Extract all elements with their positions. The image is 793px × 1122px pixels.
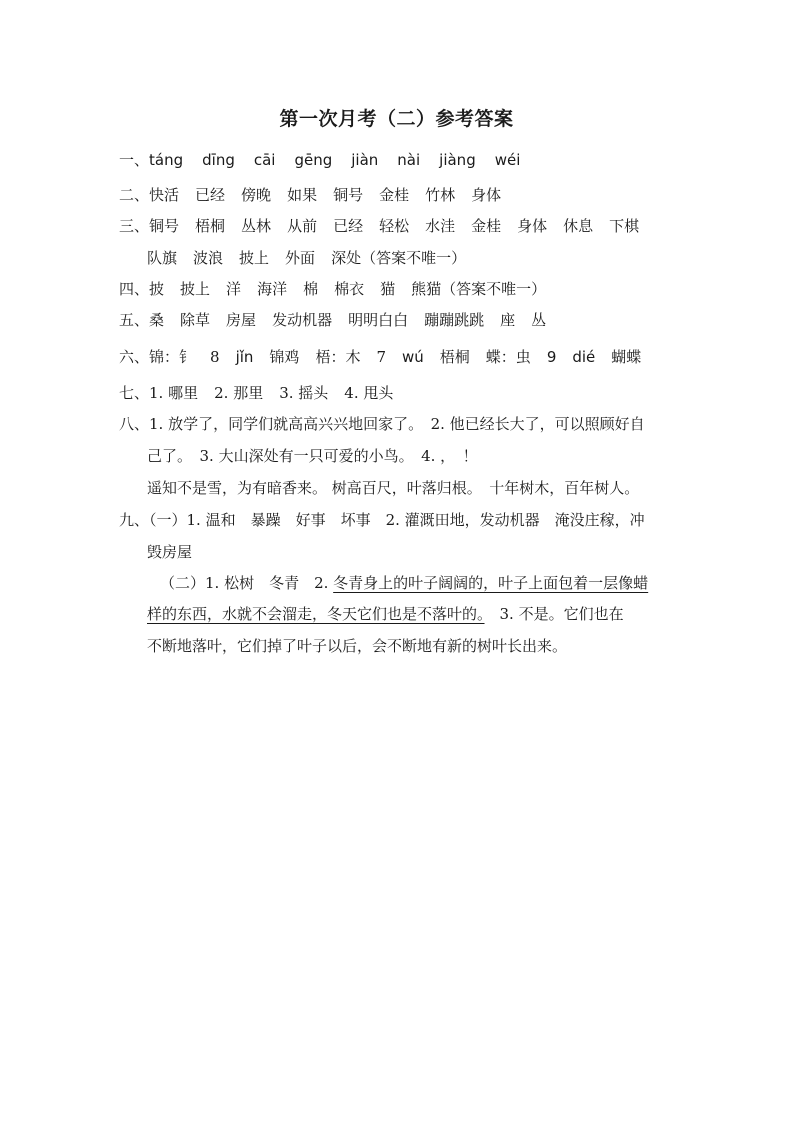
section-three-line1: 三、铜号 梧桐 丛林 从前 已经 轻松 水洼 金桂 身体 休息 下棋: [119, 217, 640, 235]
section-label: 一、: [119, 151, 150, 169]
section-five: 五、桑 除草 房屋 发动机器 明明白白 蹦蹦跳跳 座 丛: [119, 311, 547, 329]
underlined-answer: 样的东西，水就不会溜走，冬天它们也是不落叶的。: [147, 605, 485, 623]
section-eight-line3: 遥知不是雪，为有暗香来。 树高百尺，叶落归根。 十年树木，百年树人。: [147, 479, 640, 497]
section-eight-line1: 八、1. 放学了，同学们就高高兴兴地回家了。 2. 他已经长大了，可以照顾好自: [119, 415, 645, 433]
section-nine-line2: 毁房屋: [147, 543, 193, 561]
section-one: 一、táng dīng cāi gēng jiàn nài jiàng wéi: [119, 151, 521, 169]
page-title: 第一次月考（二）参考答案: [279, 108, 514, 130]
section-eight-line2: 己了。 3. 大山深处有一只可爱的小鸟。 4. ， ！: [147, 447, 478, 465]
section-seven: 七、1. 哪里 2. 那里 3. 摇头 4. 甩头: [119, 384, 394, 402]
section-three-line2: 队旗 波浪 披上 外面 深处（答案不唯一）: [147, 249, 467, 267]
underlined-answer: 冬青身上的叶子阔阔的，叶子上面包着一层像蜡: [333, 574, 649, 592]
section-two: 二、快活 已经 傍晚 如果 铜号 金桂 竹林 身体: [119, 186, 502, 204]
section-nine-line1: 九、（一）1. 温和 暴躁 好事 坏事 2. 灌溉田地，发动机器 淹没庄稼，冲: [119, 511, 645, 529]
section-six: 六、锦：钅 8 jǐn 锦鸡 梧：木 7 wú 梧桐 蝶：虫 9 dié 蝴蝶: [119, 348, 642, 366]
section-nine-line5: 不断地落叶，它们掉了叶子以后，会不断地有新的树叶长出来。: [147, 637, 568, 655]
section-four: 四、披 披上 洋 海洋 棉 棉衣 猫 熊猫（答案不唯一）: [119, 280, 547, 298]
section-nine-line3: （二）1. 松树 冬青 2. 冬青身上的叶子阔阔的，叶子上面包着一层像蜡: [160, 574, 649, 592]
section-nine-line4: 样的东西，水就不会溜走，冬天它们也是不落叶的。 3. 不是。它们也在: [147, 605, 624, 623]
